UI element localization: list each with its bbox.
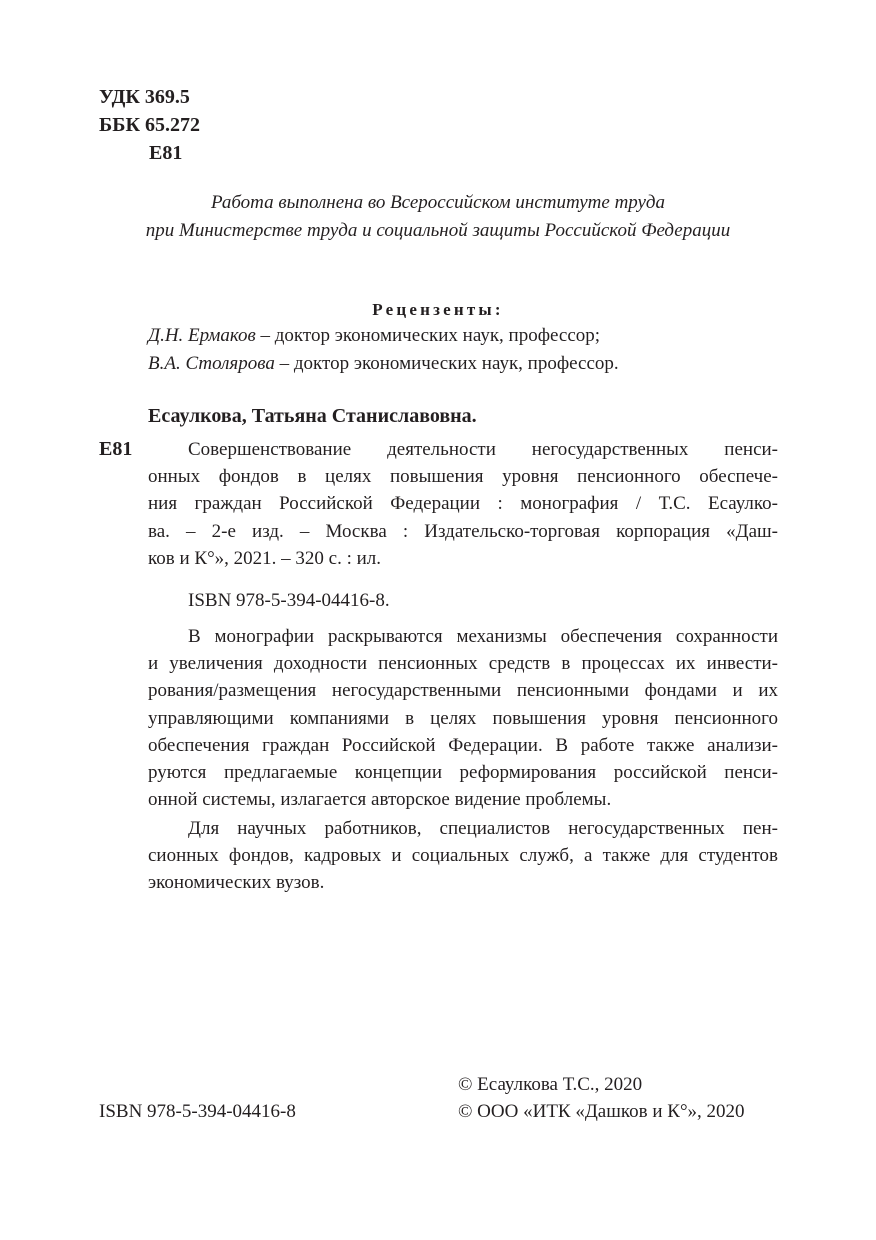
- annotation-line: и увеличения доходности пенсионных средств в процессах их инвести-: [148, 653, 778, 675]
- annotation-line: онной системы, излагается авторское видение проблемы.: [148, 789, 612, 811]
- reviewers-list: [148, 322, 619, 378]
- annotation: [148, 623, 778, 813]
- reviewers-heading: Рецензенты:: [372, 300, 504, 319]
- copyright-block: [458, 1071, 745, 1125]
- audience-line: экономических вузов.: [148, 872, 325, 894]
- side-author-mark: Е81: [99, 438, 133, 460]
- isbn-bottom: ISBN 978-5-394-04416-8: [99, 1101, 296, 1122]
- reviewer-2: [148, 350, 619, 378]
- udk-code: УДК 369.5: [99, 86, 190, 108]
- bib-line: ков и К°», 2021. – 320 с. : ил.: [148, 547, 382, 569]
- reviewer-1-name: Д.Н. Ермаков: [148, 325, 256, 346]
- annotation-line: руются предлагаемые концепции реформирования российской пенси-: [148, 761, 778, 783]
- annotation-line: В монографии раскрываются механизмы обеспечения сохранности: [188, 626, 778, 647]
- reviewer-2-name: В.А. Столярова: [148, 353, 275, 374]
- audience-line: сионных фондов, кадровых и социальных служб, а также для студентов: [148, 845, 778, 867]
- bib-line: онных фондов в целях повышения уровня пенсионного обеспече-: [148, 466, 778, 488]
- author-heading: Есаулкова, Татьяна Станиславовна.: [148, 405, 477, 427]
- audience-line: Для научных работников, специалистов негосударственных пен-: [188, 818, 778, 839]
- bib-line: Совершенствование деятельности негосударственных пенси-: [188, 439, 778, 460]
- classification-codes: [99, 83, 200, 167]
- institution-line-2: при Министерстве труда и социальной защиты Российской Федерации: [145, 220, 731, 241]
- reviewer-2-title: – доктор экономических наук, профессор.: [274, 353, 619, 374]
- annotation-line: управляющими компаниями в целях повышения уровня пенсионного: [148, 707, 778, 729]
- bibliographic-description: [148, 436, 778, 572]
- bbk-code: ББК 65.272: [99, 114, 200, 136]
- copyright-author: © Есаулкова Т.С., 2020: [458, 1074, 643, 1095]
- copyright-publisher: © ООО «ИТК «Дашков и К°», 2020: [458, 1101, 745, 1122]
- reviewer-1: [148, 322, 619, 350]
- isbn-line: ISBN 978-5-394-04416-8.: [188, 590, 390, 611]
- bib-line: ва. – 2-е изд. – Москва : Издательско-торговая корпорация «Даш-: [148, 520, 778, 542]
- annotation-line: рования/размещения негосударственными пенсионными фондами и их: [148, 680, 778, 702]
- audience-note: [148, 815, 778, 897]
- annotation-line: обеспечения граждан Российской Федерации. В работе также анализи-: [148, 734, 778, 756]
- institution-note: [0, 189, 876, 245]
- bib-line: ния граждан Российской Федерации : монография / Т.С. Есаулко-: [148, 493, 778, 515]
- institution-line-1: Работа выполнена во Всероссийском институте труда: [210, 192, 666, 213]
- author-mark: Е81: [149, 142, 183, 164]
- reviewer-1-title: – доктор экономических наук, профессор;: [255, 325, 601, 346]
